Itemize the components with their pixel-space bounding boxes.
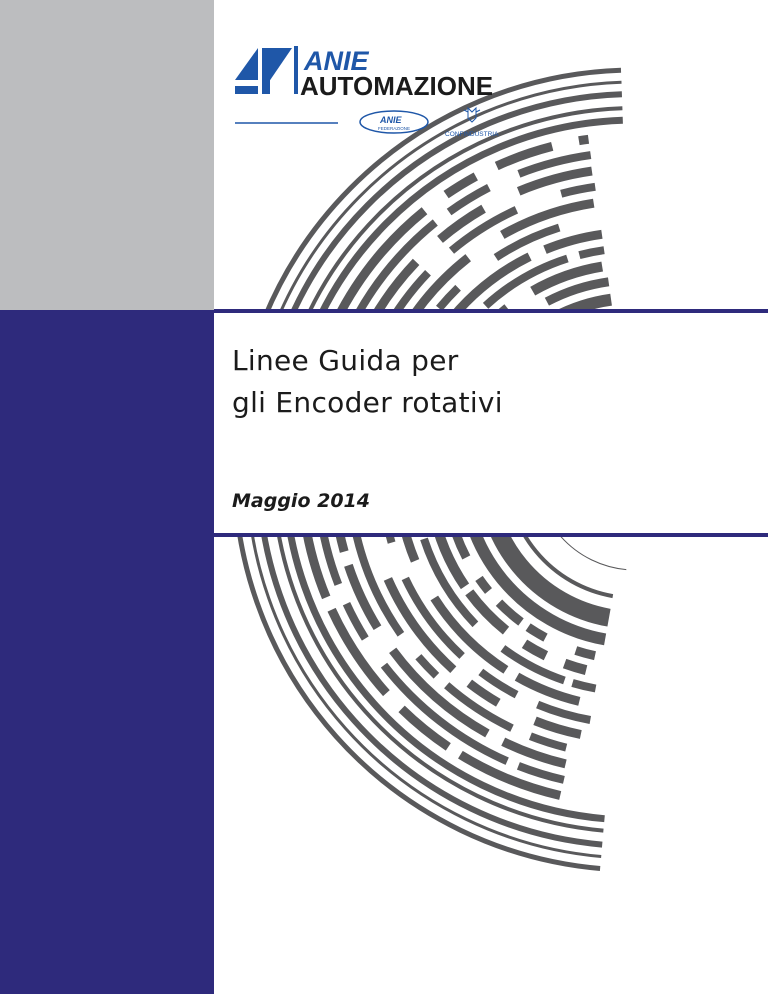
publication-date: Maggio 2014 <box>232 490 370 512</box>
disc-code-segment <box>576 651 595 656</box>
confindustria-eagle-icon <box>464 108 480 122</box>
badge-anie-text: ANIE <box>380 115 402 125</box>
disc-code-segment <box>446 176 476 194</box>
disc-code-segment <box>479 578 489 591</box>
disc-code-segment <box>525 644 546 656</box>
logo-automazione-text: AUTOMAZIONE <box>300 71 494 101</box>
anie-federazione-badge-icon <box>360 111 428 133</box>
disc-code-segment <box>579 250 604 255</box>
disc-code-segment <box>530 736 566 747</box>
disc-code-segment <box>469 683 498 703</box>
disc-code-segment <box>565 664 587 671</box>
confindustria-text: CONFINDUSTRIA <box>445 131 499 138</box>
disc-code-segment <box>561 187 595 194</box>
disc-code-segment <box>517 677 579 702</box>
disc-code-segment <box>573 683 596 689</box>
disc-code-segment <box>538 705 591 720</box>
badge-federazione-text: FEDERAZIONE <box>378 126 411 131</box>
disc-code-segment <box>545 234 602 249</box>
title-rule-top <box>214 309 768 313</box>
anie-a-mark-icon <box>235 48 292 94</box>
document-title-line-2: gli Encoder rotativi <box>232 386 503 419</box>
disc-code-segment <box>499 603 521 622</box>
disc-code-segment <box>439 288 458 309</box>
document-title-line-1: Linee Guida per <box>232 344 459 377</box>
logo-anie-text: ANIE <box>304 46 369 76</box>
disc-code-segment <box>528 627 545 638</box>
disc-code-segment <box>579 139 589 140</box>
disc-code-segment <box>418 657 436 676</box>
disc-code-segment <box>518 766 564 780</box>
anie-automazione-logo <box>230 40 520 150</box>
logo-divider <box>294 46 298 94</box>
title-rule-bottom <box>214 533 768 537</box>
disc-code-segment <box>535 721 581 735</box>
